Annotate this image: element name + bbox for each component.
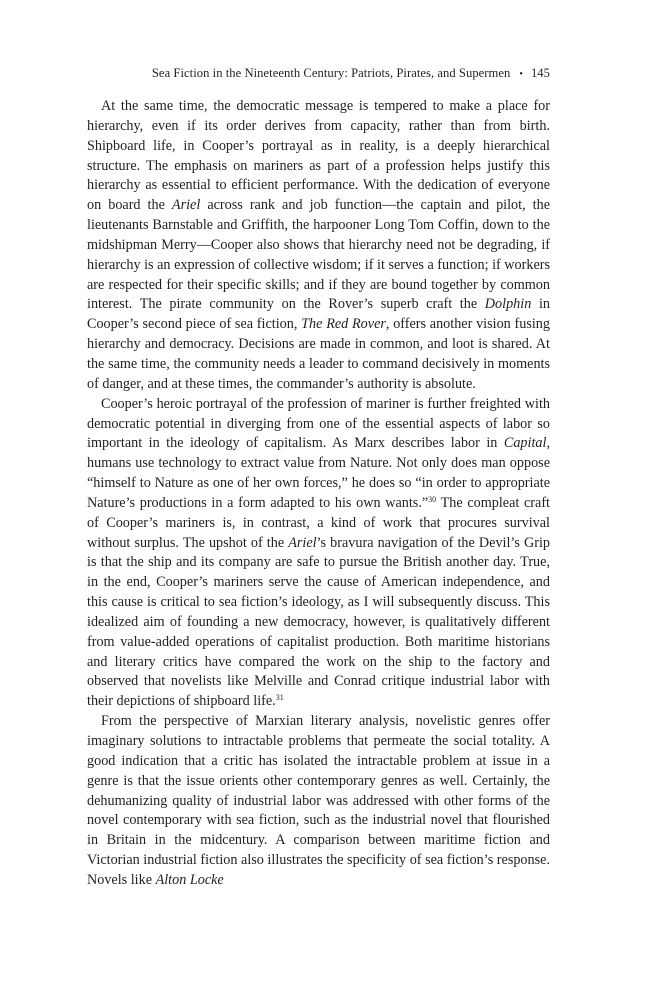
- paragraph-2: [87, 395, 550, 713]
- header-separator: •: [519, 69, 523, 80]
- footnote-marker: 30: [428, 494, 437, 504]
- italic-title: Alton Locke: [155, 871, 224, 888]
- italic-title: Ariel: [171, 197, 201, 214]
- footnote-marker: 31: [275, 693, 284, 703]
- text-run: ’s bravura navigation of the Devil’s Grip is that the ship and its company are safe to pursue the British another day. True, in the end, Cooper’s mariners serve the cause of American independence, and this cause is critical to sea fiction’s ideology, as I will subsequently discuss. This idealized aim of founding a new democracy, however, is qualitatively different from value-added operations of capitalist production. Both maritime historians and literary critics have compared the work on the ship to the factory and observed that novelists like Melville and Conrad critique industrial labor with their depictions of shipboard life.: [87, 534, 550, 710]
- text-run: From the perspective of Marxian literary analysis, novelistic genres offer imaginary solutions to intractable problems that permeate the social totality. A good indication that a critic has isolated the intractable problem at issue in a genre is that the issue orients other contemporary genres as well. Certainly, the dehumanizing quality of industrial labor was addressed with other forms of the novel contemporary with sea fiction, such as the industrial novel that flourished in Britain in the midcentury. A comparison between maritime fiction and Victorian industrial fiction also illustrates the specificity of sea fiction’s response. Novels like: [87, 713, 550, 888]
- text-run: , offers another vision fusing hierarchy and democracy. Decisions are made in common, and loot is shared. At the same time, the community needs a leader to command decisively in moments of danger, and at these times, the commander’s authority is absolute.: [87, 316, 550, 392]
- text-run: At the same time, the democratic message is tempered to make a place for hierarchy, even if its order derives from capacity, rather than from birth. Shipboard life, in Cooper’s portrayal as in reality, is a deeply hierarchical structure. The emphasis on mariners as part of a profession helps justify this hierarchy as essential to efficient performance. With the dedication of everyone on board the: [87, 98, 550, 214]
- text-run: across rank and job function—the captain and pilot, the lieutenants Barnstable and Griffith, the harpooner Long Tom Coffin, down to the midshipman Merry—Cooper also shows that hierarchy need not be degrading, if hierarchy is an expression of collective wisdom; if it serves a function; if workers are respected for their specific skills; and if they are bound together by common interest. The pirate community on the Rover’s superb craft the: [87, 197, 550, 313]
- text-run: The compleat craft of Cooper’s mariners is, in contrast, a kind of work that procures survival without surplus. The upshot of the: [87, 494, 550, 551]
- page-number: 145: [530, 66, 550, 80]
- running-header: [87, 66, 550, 81]
- body-text: [87, 97, 550, 891]
- italic-title: Dolphin: [484, 296, 532, 313]
- paragraph-3: [87, 712, 550, 891]
- book-page: [87, 66, 550, 891]
- italic-title: The Red Rover: [301, 316, 386, 333]
- italic-title: Capital: [503, 435, 547, 452]
- text-run: in Cooper’s second piece of sea fiction,: [87, 296, 550, 333]
- paragraph-1: [87, 97, 550, 395]
- running-title: Sea Fiction in the Nineteenth Century: Patriots, Pirates, and Supermen: [151, 66, 511, 80]
- text-run: , humans use technology to extract value from Nature. Not only does man oppose “himself to Nature as one of her own forces,” he does so “in order to appropriate Nature’s productions in a form adapted to his own wants.”: [87, 435, 550, 511]
- text-run: Cooper’s heroic portrayal of the profession of mariner is further freighted with democratic potential in diverging from one of the essential aspects of labor so important in the ideology of capitalism. As Marx describes labor in: [87, 395, 550, 452]
- italic-title: Ariel: [288, 534, 317, 551]
